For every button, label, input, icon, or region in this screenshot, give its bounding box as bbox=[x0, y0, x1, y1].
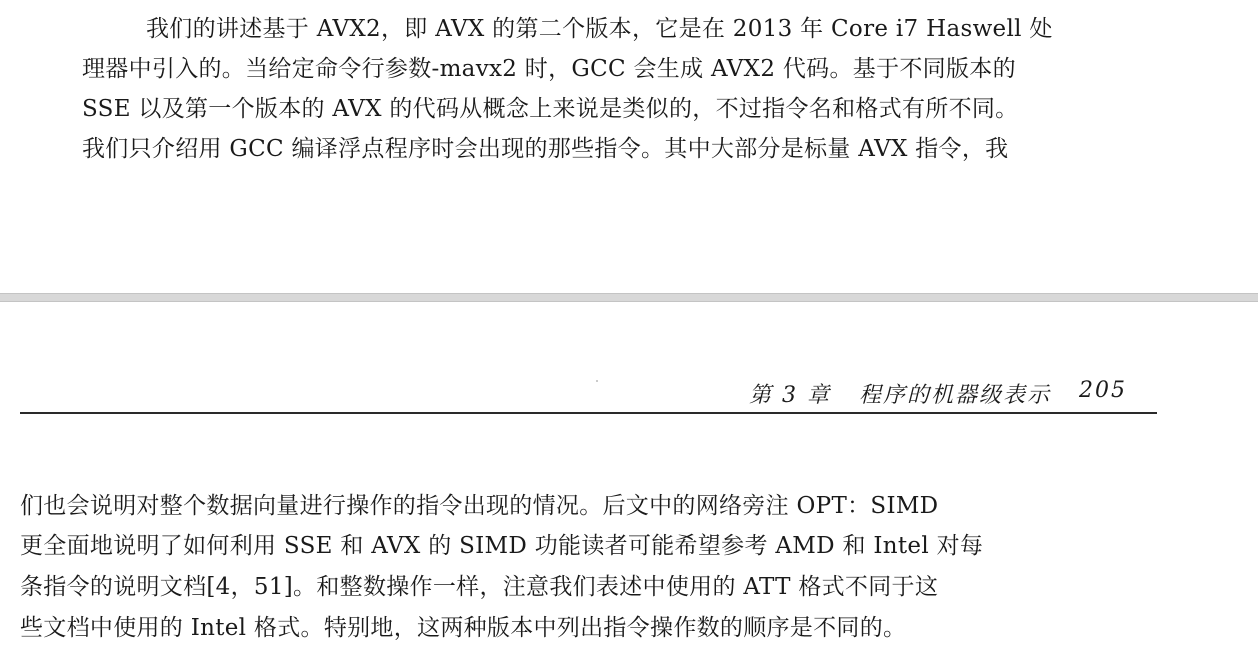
bottom-page-fragment bbox=[0, 302, 1258, 658]
running-header-text bbox=[749, 378, 1127, 409]
page-separator bbox=[0, 293, 1258, 302]
chapter-title: 程序的机器级表示 bbox=[858, 383, 1051, 408]
top-page-fragment bbox=[0, 0, 1258, 293]
page-number: 205 bbox=[1079, 378, 1127, 403]
paragraph-line-1: 我们的讲述基于 AVX2，即 AVX 的第二个版本，它是在 2013 年 Core i7 Haswell 处 bbox=[146, 16, 1053, 42]
running-header bbox=[20, 374, 1157, 414]
paragraph-line-3: 条指令的说明文档[4，51]。和整数操作一样，注意我们表述中使用的 ATT 格式不同于这 bbox=[20, 574, 939, 600]
paragraph-line-4: 些文档中使用的 Intel 格式。特别地，这两种版本中列出指令操作数的顺序是不同的。 bbox=[20, 615, 907, 641]
chapter-label: 第 3 章 bbox=[749, 383, 831, 408]
paragraph-line-2: 更全面地说明了如何利用 SSE 和 AVX 的 SIMD 功能读者可能希望参考 AMD 和 Intel 对每 bbox=[20, 533, 984, 559]
paragraph-line-2: 理器中引入的。当给定命令行参数-mavx2 时，GCC 会生成 AVX2 代码。基于不同版本的 bbox=[82, 56, 1016, 82]
paragraph-line-3: SSE 以及第一个版本的 AVX 的代码从概念上来说是类似的，不过指令名和格式有所不同。 bbox=[82, 96, 1019, 122]
paragraph-line-4: 我们只介绍用 GCC 编译浮点程序时会出现的那些指令。其中大部分是标量 AVX 指令，我 bbox=[82, 136, 1009, 162]
paragraph-line-1: 们也会说明对整个数据向量进行操作的指令出现的情况。后文中的网络旁注 OPT：SIMD bbox=[20, 493, 939, 519]
